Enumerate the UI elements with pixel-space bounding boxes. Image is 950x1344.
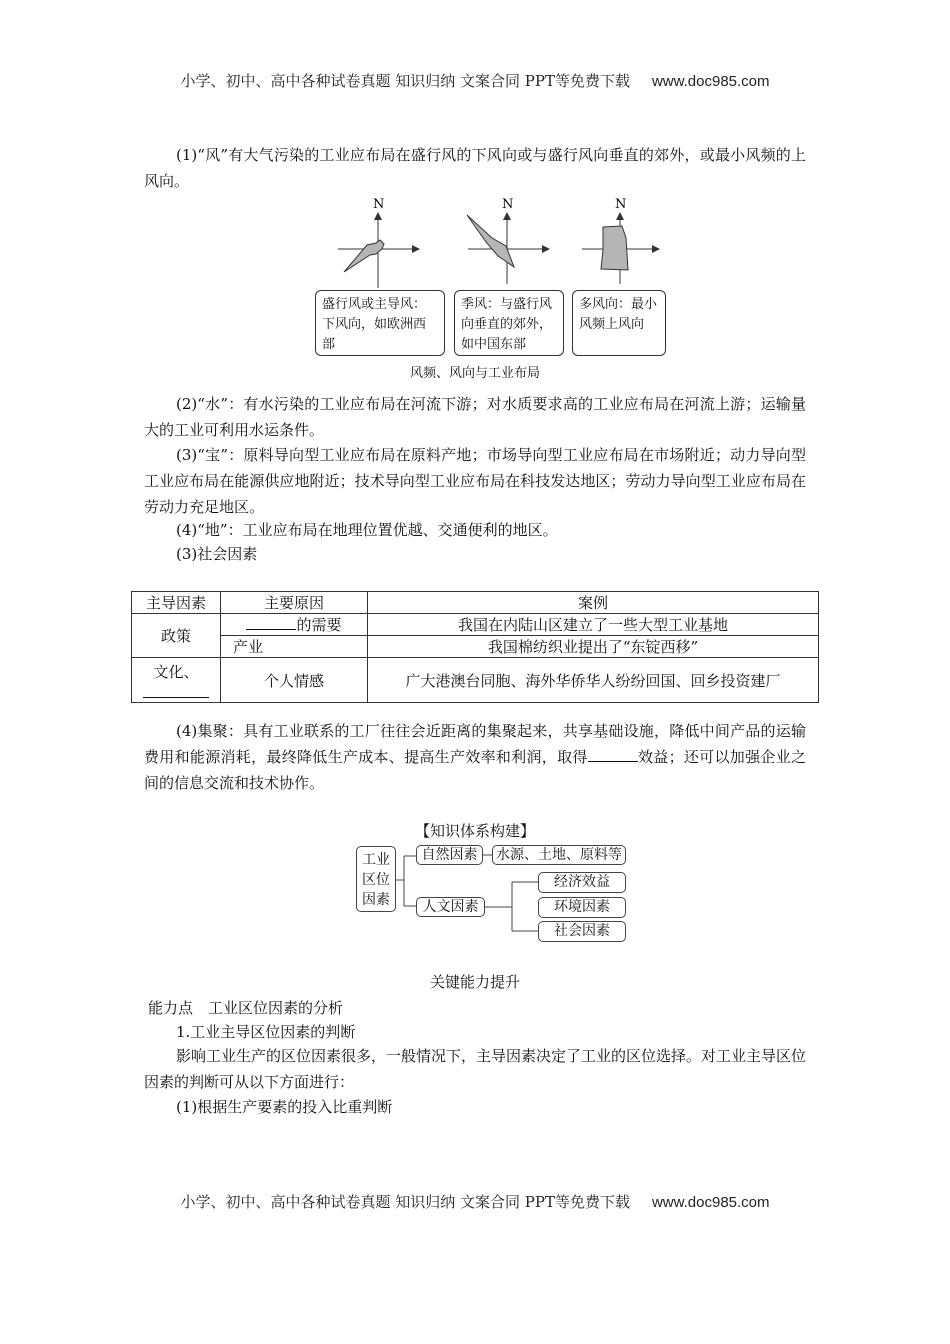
table-row: [132, 658, 819, 703]
culture-label: 文化、: [153, 663, 199, 681]
north-label-2: N: [502, 197, 514, 212]
table-row: [132, 614, 819, 636]
root-line: 工业: [362, 852, 390, 868]
table-header: 主要原因: [221, 592, 368, 614]
knowledge-title: 【知识体系构建】: [414, 822, 535, 840]
table-cell-reason: 产业: [221, 636, 368, 658]
root-line: 因素: [362, 892, 390, 908]
table-cell-case: 广大港澳台同胞、海外华侨华人纷纷回国、回乡投资建厂: [368, 658, 819, 703]
para-influence: 影响工业生产的区位因素很多，一般情况下，主导因素决定了工业的区位选择。对工业主导区位因素的判断可从以下方面进行：: [144, 1047, 807, 1091]
table-cell-culture: [132, 658, 221, 703]
cluster-text-a: (4)集聚：具有工业联系的工厂往往会近距离的集聚起来，共享基础设施，降低中间产品的运输费用和能源消耗，最终降低生产成本、提高生产效率和利润，取得: [144, 722, 806, 766]
social-factors-table: [131, 591, 819, 703]
wind-box-3: 多风向：最小风频上风向: [572, 290, 666, 356]
wind-rose-1: [338, 197, 418, 288]
table-cell-case: 我国在内陆山区建立了一些大型工业基地: [368, 614, 819, 636]
table-cell-reason: 个人情感: [221, 658, 368, 703]
header-text: 小学、初中、高中各种试卷真题 知识归纳 文案合同 PPT等免费下载: [180, 72, 630, 90]
human-factors-box: 人文因素: [416, 897, 485, 917]
root-box: [356, 846, 396, 912]
para-cluster: [144, 718, 806, 796]
fill-blank[interactable]: [246, 614, 296, 630]
fill-blank[interactable]: [588, 747, 638, 762]
social-heading: (3)社会因素: [176, 545, 258, 563]
section-title: 关键能力提升: [429, 973, 520, 991]
page-header: [0, 70, 950, 91]
subheading-2: (1)根据生产要素的投入比重判断: [176, 1098, 393, 1116]
wind-box-1: 盛行风或主导风：下风向，如欧洲西部: [315, 290, 445, 356]
table-header: 主导因素: [132, 592, 221, 614]
table-header: 案例: [368, 592, 819, 614]
header-site: www.doc985.com: [651, 73, 770, 90]
cluster-text-b: 效益；还可以加强企业之间的信息交流和技术协作。: [144, 748, 806, 792]
para-water: (2)“水”：有水污染的工业应布局在河流下游；对水质要求高的工业应布局在河流上游；运输量大的工业可利用水运条件。: [144, 395, 806, 439]
north-label-1: N: [373, 197, 385, 212]
para-land: (4)“地”：工业应布局在地理位置优越、交通便利的地区。: [176, 521, 558, 539]
table-header-row: [132, 592, 819, 614]
wind-box-2: 季风：与盛行风向垂直的郊外，如中国东部: [454, 290, 564, 356]
wind-diagram: [300, 192, 660, 290]
ability-point: 能力点 工业区位因素的分析: [148, 999, 344, 1017]
page-footer: [0, 1191, 950, 1212]
table-row: [132, 636, 819, 658]
wind-rose-3: [582, 197, 658, 284]
footer-text: 小学、初中、高中各种试卷真题 知识归纳 文案合同 PPT等免费下载: [180, 1193, 630, 1211]
wind-rose-2: [467, 197, 548, 284]
human-item-box: 环境因素: [538, 897, 626, 918]
natural-items-box: 水源、土地、原料等: [492, 845, 626, 865]
fill-blank[interactable]: [143, 682, 209, 698]
root-line: 区位: [362, 872, 390, 888]
footer-site: www.doc985.com: [651, 1194, 770, 1211]
human-item-box: 社会因素: [538, 921, 626, 942]
human-item-box: 经济效益: [538, 872, 626, 893]
natural-factors-box: 自然因素: [416, 845, 483, 865]
figure-caption: 风频、风向与工业布局: [409, 366, 540, 381]
table-cell-case: 我国棉纺织业提出了“东锭西移”: [368, 636, 819, 658]
subheading-1: 1.工业主导区位因素的判断: [176, 1023, 356, 1041]
para-wind: (1)“风”有大气污染的工业应布局在盛行风的下风向或与盛行风向垂直的郊外，或最小风频的上风向。: [144, 146, 806, 190]
table-cell-reason: [221, 614, 368, 636]
para-treasure: (3)“宝”：原料导向型工业应布局在原料产地；市场导向型工业应布局在市场附近；动力导向型工业应布局在能源供应地附近；技术导向型工业应布局在科技发达地区；劳动力导向型工业应布局在劳动力充足地区。: [144, 446, 806, 516]
reason-suffix: 的需要: [296, 616, 342, 634]
table-cell-policy: 政策: [132, 614, 221, 658]
north-label-3: N: [615, 197, 627, 212]
